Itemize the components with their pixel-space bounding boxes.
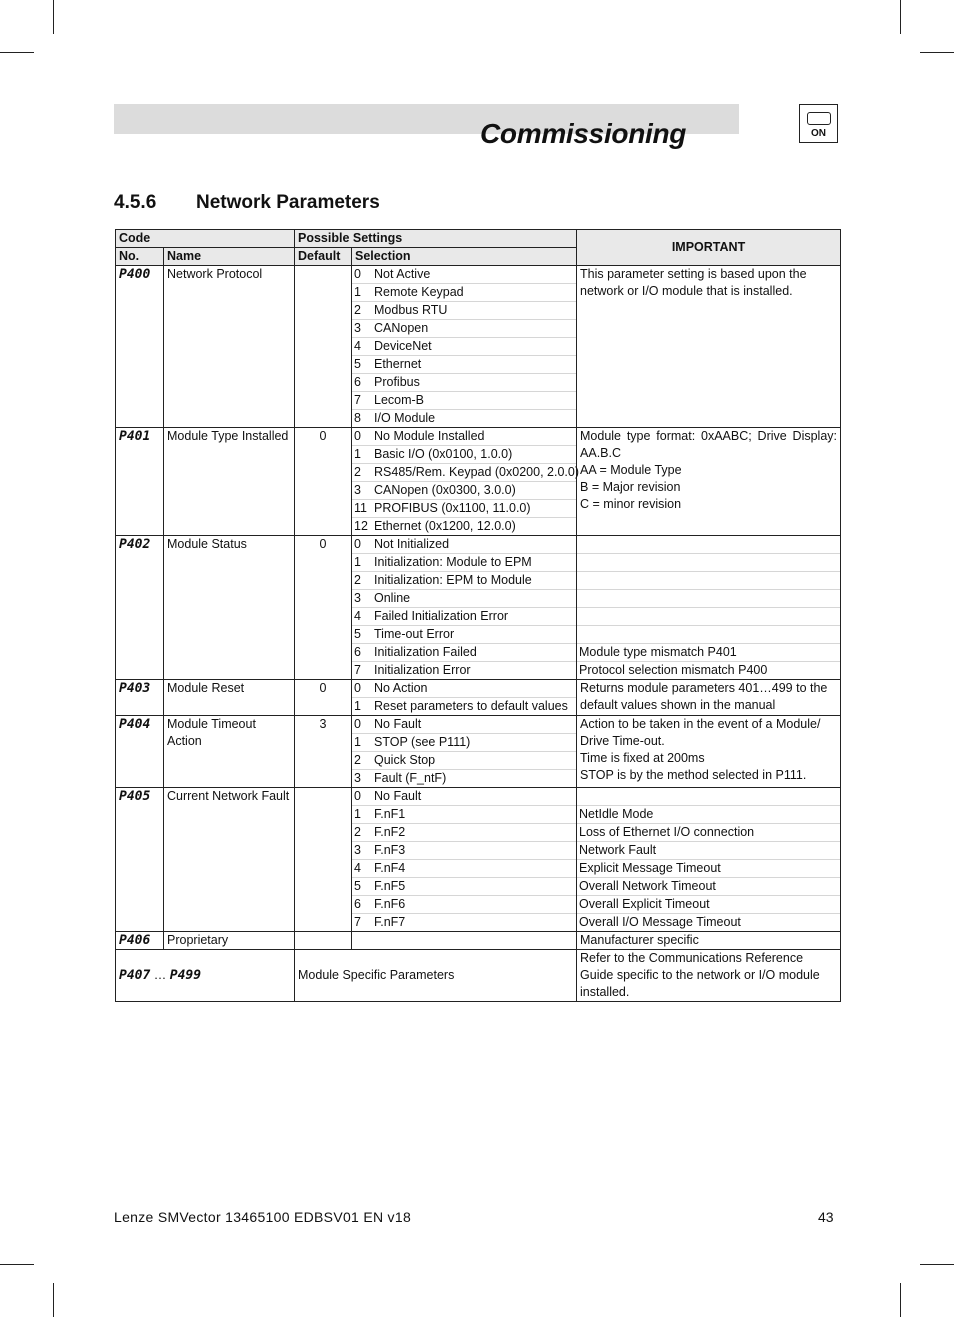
param-default — [295, 266, 352, 428]
selection-text: RS485/Rem. Keypad (0x0200, 2.0.0) — [374, 465, 579, 479]
selection-list — [352, 680, 577, 716]
selection-item — [352, 266, 576, 284]
table-row — [116, 428, 841, 536]
selection-item — [352, 824, 576, 842]
selection-row — [352, 392, 576, 410]
selection-item — [352, 410, 576, 428]
selection-list — [352, 266, 577, 428]
selection-row — [352, 716, 576, 734]
selection-value: 0 — [354, 681, 361, 695]
table-row — [116, 950, 841, 1002]
selection-list — [352, 932, 577, 950]
important-line: Time is fixed at 200ms — [580, 751, 705, 765]
crop-mark — [900, 1283, 901, 1317]
important-row — [577, 824, 840, 842]
header-name: Name — [164, 248, 295, 266]
param-default — [295, 932, 352, 950]
selection-value: 7 — [354, 915, 361, 929]
selection-value: 3 — [354, 771, 361, 785]
range-ellipsis: … — [153, 968, 167, 982]
table-row — [116, 680, 841, 716]
important-text — [577, 788, 840, 806]
selection-text: Time-out Error — [374, 627, 455, 641]
selection-item — [352, 590, 576, 608]
selection-text: Not Initialized — [374, 537, 450, 551]
important-text: Network Fault — [577, 842, 840, 860]
power-switch-icon — [799, 104, 838, 143]
selection-text: Initialization Error — [374, 663, 471, 677]
important-table — [577, 536, 840, 679]
important-text — [577, 626, 840, 644]
selection-row — [352, 590, 576, 608]
important-text: Module type mismatch P401 — [577, 644, 840, 662]
param-name: Module Status — [164, 536, 295, 680]
crop-mark — [920, 1264, 954, 1265]
param-important — [577, 428, 841, 536]
selection-item — [352, 734, 576, 752]
selection-item — [352, 644, 576, 662]
selection-item — [352, 572, 576, 590]
param-code: P402 — [116, 536, 164, 680]
selection-item — [352, 554, 576, 572]
selection-value: 7 — [354, 663, 361, 677]
selection-item — [352, 896, 576, 914]
header-default: Default — [295, 248, 352, 266]
param-code: P403 — [116, 680, 164, 716]
selection-text: Profibus — [374, 375, 420, 389]
selection-text: Initialization: EPM to Module — [374, 573, 532, 587]
param-code: P401 — [116, 428, 164, 536]
param-name: Module Reset — [164, 680, 295, 716]
selection-value: 4 — [354, 609, 361, 623]
selection-row — [352, 626, 576, 644]
selection-row — [352, 410, 576, 428]
selection-text: Initialization: Module to EPM — [374, 555, 532, 569]
selection-row — [352, 572, 576, 590]
selection-row — [352, 518, 576, 536]
selection-item — [352, 392, 576, 410]
selection-item — [352, 284, 576, 302]
important-list — [577, 788, 841, 932]
selection-table — [352, 680, 576, 715]
important-text: NetIdle Mode — [577, 806, 840, 824]
selection-row — [352, 320, 576, 338]
selection-item — [352, 374, 576, 392]
important-row — [577, 860, 840, 878]
important-line: Action to be taken in the event of a Module/ Drive Time-out. — [580, 717, 821, 748]
selection-item — [352, 428, 576, 446]
crop-mark — [900, 0, 901, 34]
selection-text: F.nF4 — [374, 861, 406, 875]
selection-value: 4 — [354, 339, 361, 353]
selection-text: Fault (F_ntF) — [374, 771, 447, 785]
important-row — [577, 806, 840, 824]
important-row — [577, 590, 840, 608]
selection-table — [352, 428, 579, 535]
selection-row — [352, 374, 576, 392]
switch-label: ON — [811, 128, 826, 139]
selection-text: Modbus RTU — [374, 303, 448, 317]
selection-table — [352, 536, 576, 679]
selection-value: 1 — [354, 285, 361, 299]
selection-row — [352, 536, 576, 554]
selection-item — [352, 716, 576, 734]
selection-item — [352, 302, 576, 320]
selection-value: 3 — [354, 321, 361, 335]
selection-value: 1 — [354, 807, 361, 821]
selection-item — [352, 806, 576, 824]
selection-item — [352, 698, 576, 716]
selection-item — [352, 446, 576, 464]
selection-row — [352, 266, 576, 284]
selection-value: 12 — [354, 519, 368, 533]
important-row — [577, 662, 840, 680]
selection-row — [352, 752, 576, 770]
selection-row — [352, 788, 576, 806]
selection-value: 1 — [354, 699, 361, 713]
selection-text: No Module Installed — [374, 429, 485, 443]
important-row — [577, 572, 840, 590]
selection-value: 2 — [354, 573, 361, 587]
selection-item — [352, 608, 576, 626]
selection-text: Lecom-B — [374, 393, 425, 407]
table-row — [116, 788, 841, 932]
param-default: 0 — [295, 680, 352, 716]
param-name: Network Protocol — [164, 266, 295, 428]
selection-value: 2 — [354, 465, 361, 479]
important-text — [577, 608, 840, 626]
selection-row — [352, 770, 576, 788]
param-default: 0 — [295, 428, 352, 536]
crop-mark — [0, 52, 34, 53]
param-name: Module Timeout Action — [164, 716, 295, 788]
selection-item — [352, 626, 576, 644]
selection-text: F.nF2 — [374, 825, 406, 839]
selection-text: CANopen (0x0300, 3.0.0) — [374, 483, 516, 497]
selection-text: F.nF5 — [374, 879, 406, 893]
selection-value: 1 — [354, 447, 361, 461]
selection-text: CANopen — [374, 321, 429, 335]
selection-row — [352, 734, 576, 752]
selection-text: Reset parameters to default values — [374, 699, 568, 713]
selection-row — [352, 860, 576, 878]
selection-row — [352, 428, 576, 446]
param-default — [295, 788, 352, 932]
selection-text: F.nF3 — [374, 843, 406, 857]
selection-text: No Action — [374, 681, 428, 695]
important-row — [577, 788, 840, 806]
selection-text: Online — [374, 591, 411, 605]
selection-value: 0 — [354, 267, 361, 281]
param-name: Module Specific Parameters — [295, 950, 577, 1002]
important-text: Overall Network Timeout — [577, 878, 840, 896]
selection-item — [352, 914, 576, 932]
param-code-from: P407 — [119, 968, 151, 983]
important-text: Loss of Ethernet I/O connection — [577, 824, 840, 842]
section-heading — [114, 192, 380, 214]
selection-item — [352, 662, 576, 680]
header-selection: Selection — [352, 248, 577, 266]
network-parameters-table — [115, 229, 841, 1002]
selection-text: PROFIBUS (0x1100, 11.0.0) — [374, 501, 531, 515]
selection-value: 1 — [354, 735, 361, 749]
selection-text: Ethernet (0x1200, 12.0.0) — [374, 519, 516, 533]
important-row — [577, 842, 840, 860]
selection-value: 6 — [354, 645, 361, 659]
selection-text: Remote Keypad — [374, 285, 464, 299]
param-important: Manufacturer specific — [577, 932, 841, 950]
param-code: P405 — [116, 788, 164, 932]
selection-table — [352, 716, 576, 787]
selection-item — [352, 320, 576, 338]
page-title: Commissioning — [480, 118, 687, 149]
selection-row — [352, 446, 576, 464]
selection-text: Initialization Failed — [374, 645, 477, 659]
param-important: Refer to the Communications Reference Guide specific to the network or I/O module installed. — [577, 950, 841, 1002]
selection-item — [352, 752, 576, 770]
param-name: Current Network Fault — [164, 788, 295, 932]
important-text: Protocol selection mismatch P400 — [579, 663, 768, 677]
selection-row — [352, 500, 576, 518]
param-important: This parameter setting is based upon the network or I/O module that is installed. — [577, 266, 841, 428]
selection-item — [352, 518, 576, 536]
selection-text: STOP (see P111) — [374, 735, 471, 749]
important-line: B = Major revision — [580, 480, 681, 494]
selection-list — [352, 788, 577, 932]
important-list — [577, 536, 841, 680]
selection-value: 3 — [354, 591, 361, 605]
selection-row — [352, 464, 576, 482]
selection-table — [352, 788, 576, 931]
important-text — [577, 536, 840, 554]
important-text — [577, 554, 840, 572]
selection-text: F.nF1 — [374, 807, 406, 821]
selection-item — [352, 536, 576, 554]
selection-row — [352, 284, 576, 302]
section-title: Network Parameters — [196, 192, 380, 213]
selection-row — [352, 338, 576, 356]
selection-text: I/O Module — [374, 411, 436, 425]
param-code: P406 — [116, 932, 164, 950]
selection-list — [352, 716, 577, 788]
param-important: Returns module parameters 401…499 to the default values shown in the manual — [577, 680, 841, 716]
important-text — [577, 590, 840, 608]
selection-row — [352, 554, 576, 572]
selection-row — [352, 824, 576, 842]
selection-row — [352, 914, 576, 932]
selection-value: 2 — [354, 303, 361, 317]
selection-value: 2 — [354, 753, 361, 767]
selection-text: DeviceNet — [374, 339, 432, 353]
table-row — [116, 536, 841, 680]
crop-mark — [53, 0, 54, 34]
header-code: Code — [116, 230, 295, 248]
crop-mark — [920, 52, 954, 53]
selection-row — [352, 608, 576, 626]
param-important — [577, 716, 841, 788]
selection-row — [352, 698, 576, 716]
param-name: Module Type Installed — [164, 428, 295, 536]
selection-list — [352, 428, 577, 536]
selection-text: No Fault — [374, 789, 422, 803]
selection-item — [352, 842, 576, 860]
selection-value: 0 — [354, 717, 361, 731]
header-possible-settings: Possible Settings — [295, 230, 577, 248]
selection-row — [352, 896, 576, 914]
selection-value: 6 — [354, 897, 361, 911]
selection-text: No Fault — [374, 717, 422, 731]
selection-text: Ethernet — [374, 357, 422, 371]
selection-value: 5 — [354, 357, 361, 371]
selection-text: F.nF7 — [374, 915, 406, 929]
important-text: Overall Explicit Timeout — [577, 896, 840, 914]
selection-item — [352, 878, 576, 896]
crop-mark — [0, 1264, 34, 1265]
footer-doc-id: Lenze SMVector 13465100 EDBSV01 EN v18 — [114, 1209, 412, 1225]
param-code: P404 — [116, 716, 164, 788]
selection-item — [352, 464, 579, 482]
selection-item — [352, 356, 576, 374]
selection-value: 5 — [354, 879, 361, 893]
param-default: 0 — [295, 536, 352, 680]
selection-text: F.nF6 — [374, 897, 406, 911]
selection-value: 1 — [354, 555, 361, 569]
important-line: AA = Module Type — [580, 463, 682, 477]
param-code-to: P499 — [169, 968, 202, 983]
selection-row — [352, 302, 576, 320]
important-row — [577, 878, 840, 896]
important-line: C = minor revision — [580, 497, 682, 511]
selection-value: 0 — [354, 429, 361, 443]
selection-value: 6 — [354, 375, 361, 389]
important-row — [577, 554, 840, 572]
selection-row — [352, 878, 576, 896]
selection-row — [352, 842, 576, 860]
param-code-range — [116, 950, 295, 1002]
selection-item — [352, 788, 576, 806]
selection-text: Not Active — [374, 267, 431, 281]
selection-item — [352, 482, 576, 500]
section-number: 4.5.6 — [114, 192, 157, 213]
important-row — [577, 644, 840, 662]
important-row — [577, 896, 840, 914]
important-row — [577, 608, 840, 626]
param-name: Proprietary — [164, 932, 295, 950]
selection-value: 3 — [354, 483, 361, 497]
important-row — [577, 626, 840, 644]
selection-text: Quick Stop — [374, 753, 436, 767]
selection-row — [352, 680, 576, 698]
crop-mark — [53, 1283, 54, 1317]
selection-value: 0 — [354, 789, 361, 803]
selection-row — [352, 662, 576, 680]
selection-text: Failed Initialization Error — [374, 609, 509, 623]
selection-row — [352, 482, 576, 500]
selection-row — [352, 644, 576, 662]
table-row — [116, 266, 841, 428]
param-code: P400 — [116, 266, 164, 428]
selection-row — [352, 356, 576, 374]
important-text — [577, 572, 840, 590]
selection-table — [352, 266, 576, 427]
selection-item — [352, 500, 576, 518]
important-text: Overall I/O Message Timeout — [579, 915, 741, 929]
page-number: 43 — [818, 1209, 834, 1225]
important-line: Module type format: 0xAABC; Drive Display: AA.B.C — [580, 429, 838, 460]
selection-value: 0 — [354, 537, 361, 551]
table-header-row — [116, 230, 841, 248]
selection-value: 11 — [354, 501, 367, 515]
important-row — [577, 914, 840, 932]
selection-text: Basic I/O (0x0100, 1.0.0) — [374, 447, 513, 461]
table-row — [116, 932, 841, 950]
selection-row — [352, 806, 576, 824]
selection-value: 4 — [354, 861, 361, 875]
selection-item — [352, 770, 576, 788]
selection-list — [352, 536, 577, 680]
important-table — [577, 788, 840, 931]
selection-value: 8 — [354, 411, 361, 425]
selection-value: 7 — [354, 393, 361, 407]
switch-shape — [807, 112, 831, 125]
header-no: No. — [116, 248, 164, 266]
important-line: STOP is by the method selected in P111. — [580, 768, 807, 782]
selection-item — [352, 338, 576, 356]
selection-value: 5 — [354, 627, 361, 641]
selection-value: 2 — [354, 825, 361, 839]
table-row — [116, 716, 841, 788]
selection-item — [352, 860, 576, 878]
selection-value: 3 — [354, 843, 361, 857]
param-default: 3 — [295, 716, 352, 788]
important-row — [577, 536, 840, 554]
important-text: Explicit Message Timeout — [577, 860, 840, 878]
selection-item — [352, 680, 576, 698]
header-important: IMPORTANT — [577, 230, 841, 266]
